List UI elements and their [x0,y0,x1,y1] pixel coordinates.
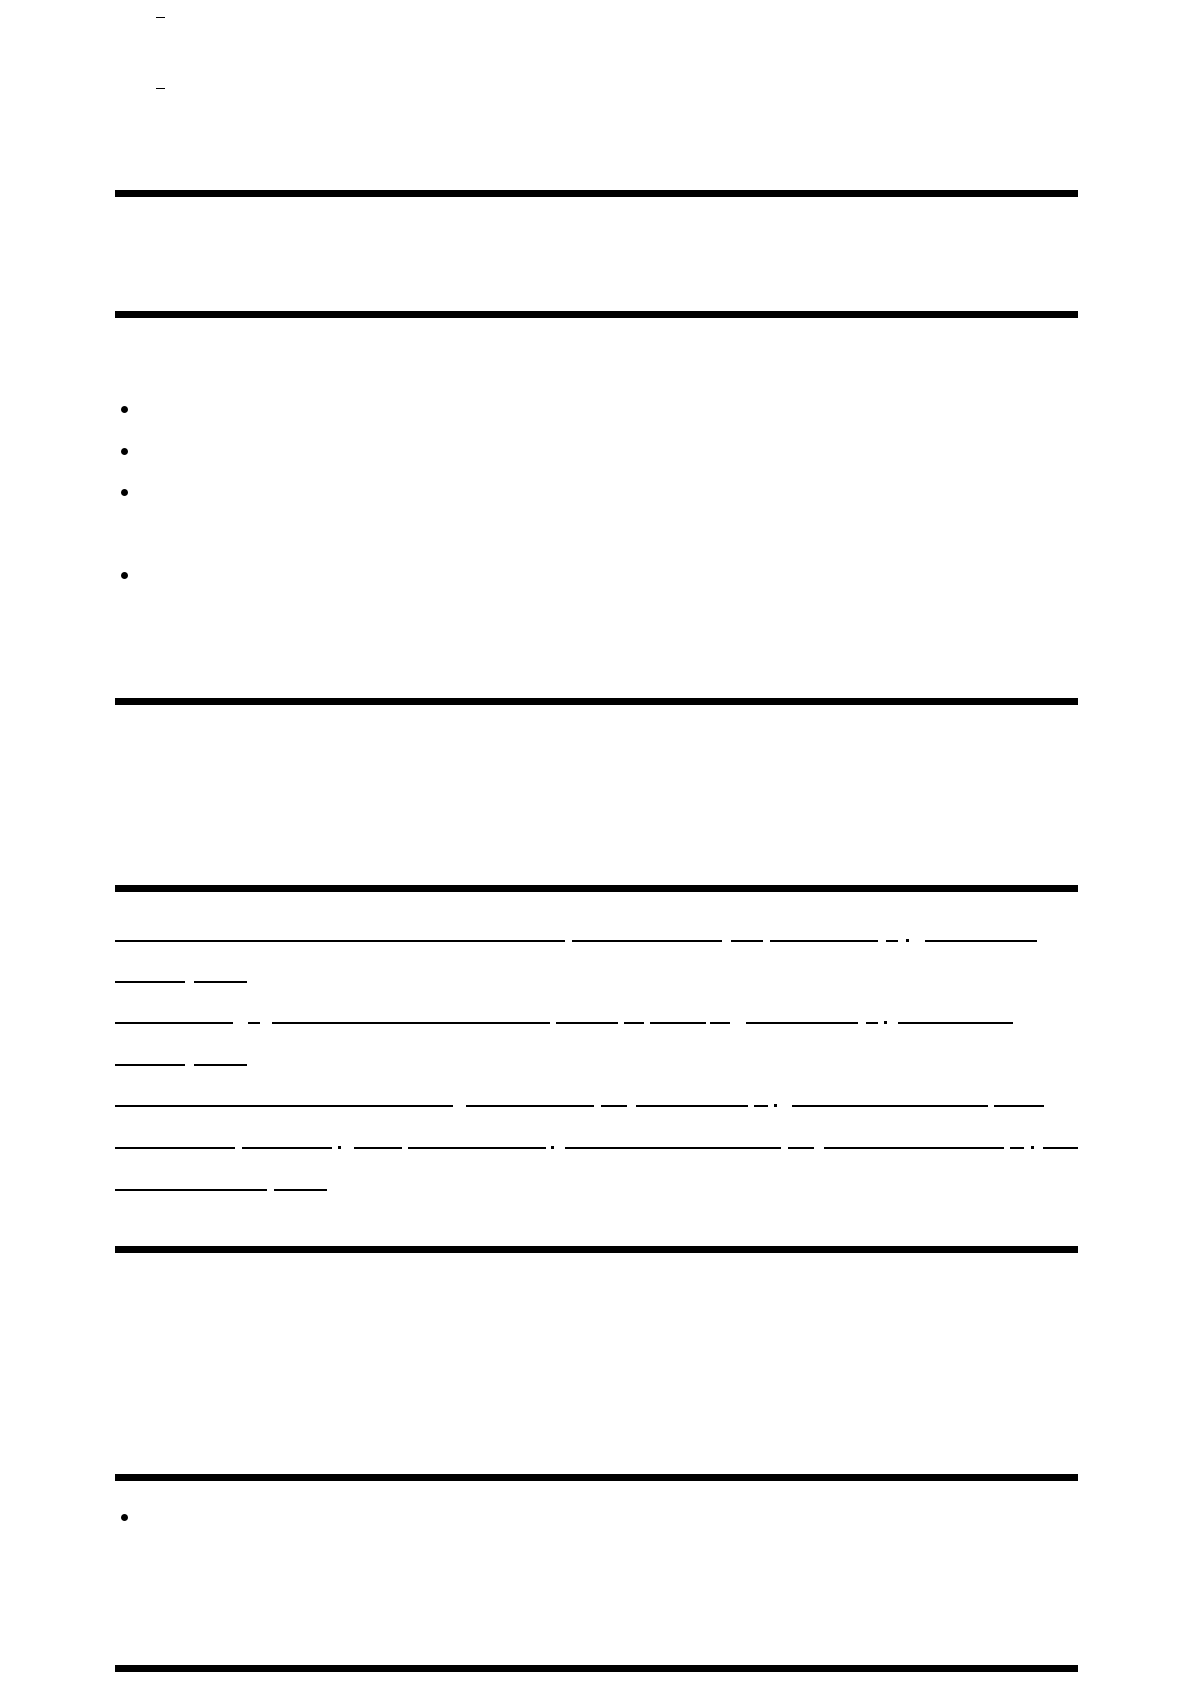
link-underline [242,1147,332,1149]
link-dot [906,939,909,942]
link-underline [1010,1147,1024,1149]
link-underline [925,940,1037,942]
link-dot [551,1146,554,1149]
link-dot [338,1146,341,1149]
link-underline [710,1022,730,1024]
link-dot [884,1021,887,1024]
link-underline [792,1105,988,1107]
section-divider [115,1474,1078,1481]
link-underline [994,1105,1044,1107]
link-underline [272,1022,550,1024]
link-underline [731,940,763,942]
link-underline [115,1105,453,1107]
link-underline [886,940,898,942]
link-underline [636,1105,748,1107]
link-underline [1043,1147,1078,1149]
link-underline [115,1147,235,1149]
section-divider [115,190,1078,197]
link-dot [1031,1146,1034,1149]
link-item[interactable] [115,920,565,942]
link-underline [115,940,565,942]
link-underline [746,1022,858,1024]
bullet-icon [121,489,128,496]
link-underline [408,1147,546,1149]
link-underline [115,1022,233,1024]
bullet-icon [121,406,128,413]
dash-icon [156,88,165,89]
link-underline [650,1022,706,1024]
link-underline [115,1064,185,1066]
section-divider [115,1246,1078,1253]
dash-icon [156,17,165,18]
link-underline [274,1189,327,1191]
link-underline [565,1147,781,1149]
link-underline [115,981,185,983]
link-underline [770,940,878,942]
section-divider [115,698,1078,705]
link-underline [601,1105,627,1107]
link-underline [788,1147,814,1149]
link-dot [774,1104,777,1107]
bullet-icon [121,1514,128,1521]
link-underline [866,1022,878,1024]
link-underline [354,1147,402,1149]
link-underline [248,1022,260,1024]
link-underline [556,1022,618,1024]
link-underline [624,1022,644,1024]
link-underline [115,1189,267,1191]
link-underline [194,1064,247,1066]
bullet-icon [121,448,128,455]
link-underline [194,981,247,983]
link-underline [898,1022,1013,1024]
bullet-icon [121,572,128,579]
link-underline [754,1105,768,1107]
section-divider [115,1665,1078,1672]
link-underline [466,1105,594,1107]
section-divider [115,885,1078,892]
link-underline [824,1147,1004,1149]
section-divider [115,311,1078,318]
link-underline [572,940,722,942]
